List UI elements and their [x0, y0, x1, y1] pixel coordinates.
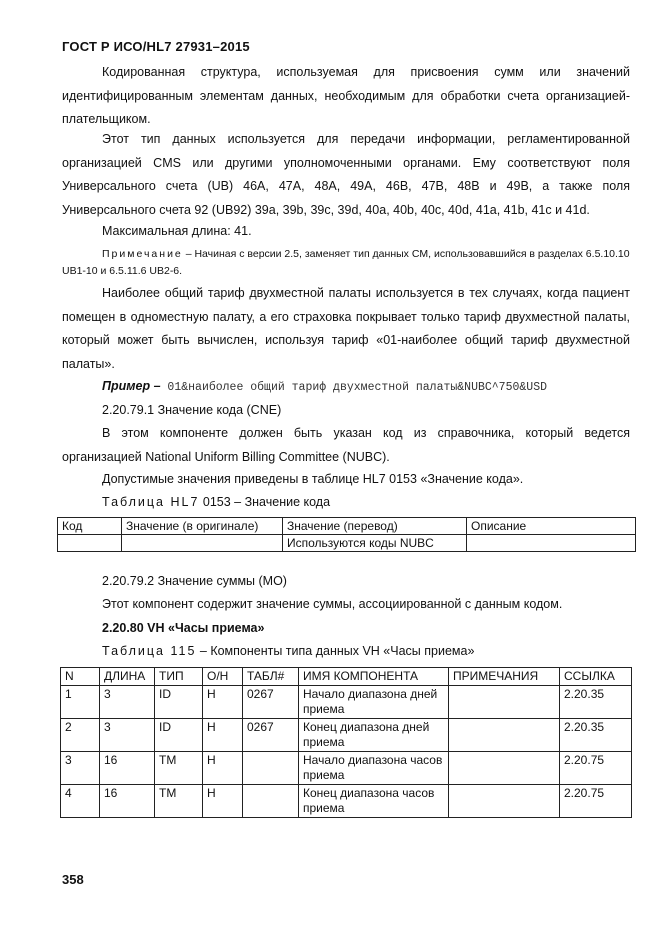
- column-header: ДЛИНА: [100, 668, 155, 686]
- table-cell: Начало диапазона часов приема: [299, 752, 449, 785]
- note-label: Примечание: [102, 248, 183, 260]
- table-cell: TM: [155, 785, 203, 818]
- table-cell: 3: [100, 719, 155, 752]
- note-text: – Начиная с версии 2.5, заменяет тип данных CM, использовавшийся в разделах 6.5.10.10 UB1-10 и 6.5.11.6 UB2-6.: [62, 248, 630, 277]
- section-title-code-value: 2.20.79.1 Значение кода (CNE): [102, 403, 282, 417]
- table-cell: 3: [61, 752, 100, 785]
- table-cell: Н: [203, 686, 243, 719]
- paragraph-max-length: Максимальная длина: 41.: [102, 224, 252, 238]
- table2-caption: [62, 640, 630, 664]
- paragraph-coded-structure: Кодированная структура, используемая для присвоения сумм или значений идентифицированным элементам данных, необходимым для обработки счета организацией-плательщиком.: [62, 65, 630, 126]
- column-header: ПРИМЕЧАНИЯ: [449, 668, 560, 686]
- table-cell: [122, 535, 283, 552]
- table-row: [58, 535, 636, 552]
- table-cell: Начало диапазона дней приема: [299, 686, 449, 719]
- table-row: [61, 752, 632, 785]
- table-cell: ID: [155, 686, 203, 719]
- table-header-row: [61, 668, 632, 686]
- table-cell: Конец диапазона часов приема: [299, 785, 449, 818]
- table-row: [61, 686, 632, 719]
- example-value: 01&наиболее общий тариф двухместной палаты&NUBC^750&USD: [160, 381, 547, 394]
- table-cell: [449, 686, 560, 719]
- table-cell: 1: [61, 686, 100, 719]
- table1-caption-title: 0153 – Значение кода: [199, 495, 331, 509]
- table-cell: Используются коды NUBC: [283, 535, 467, 552]
- page-number: 358: [62, 872, 84, 887]
- table-cell: [243, 752, 299, 785]
- paragraph-tariff: Наиболее общий тариф двухместной палаты используется в тех случаях, когда пациент помещен в одноместную палату, а его страховка покрывает только тариф двухместной палаты, который может быть вычислен, используя тариф «01-наиболее общий тариф двухместной палаты».: [62, 286, 630, 371]
- table-cell: [449, 752, 560, 785]
- table-cell: ID: [155, 719, 203, 752]
- table-cell: 16: [100, 752, 155, 785]
- table-vh-components: [60, 667, 632, 818]
- running-header: ГОСТ Р ИСО/HL7 27931–2015: [62, 39, 250, 54]
- table-row: [61, 719, 632, 752]
- table-cell: [467, 535, 636, 552]
- table-cell: [243, 785, 299, 818]
- paragraph-nubc-code: В этом компоненте должен быть указан код из справочника, который ведется организацией National Uniform Billing Committee (NUBC).: [62, 426, 630, 464]
- table-cell: 2.20.75: [560, 752, 632, 785]
- table-cell: 16: [100, 785, 155, 818]
- table-header-row: [58, 518, 636, 535]
- column-header: ТАБЛ#: [243, 668, 299, 686]
- column-header: ССЫЛКА: [560, 668, 632, 686]
- column-header: ТИП: [155, 668, 203, 686]
- paragraph-amount: Этот компонент содержит значение суммы, ассоциированной с данным кодом.: [102, 597, 563, 611]
- column-header: ИМЯ КОМПОНЕНТА: [299, 668, 449, 686]
- table-cell: 3: [100, 686, 155, 719]
- table2-caption-label: Таблица 115: [102, 644, 197, 658]
- paragraph-data-type-usage: Этот тип данных используется для передачи информации, регламентированной организацией CMS или другими уполномоченными органами. Ему соответствуют поля Универсального счета (UB) 46A, 47A, 48A, 49A, 46B, 47B, 48B и 49B, а также поля Универсального счета 92 (UB92) 39a, 39b, 39c, 39d, 40a, 40b, 40c, 40d, 41a, 41b, 41c и 41d.: [62, 132, 630, 217]
- table-cell: 0267: [243, 686, 299, 719]
- note: [62, 246, 630, 280]
- section-title-vh: 2.20.80 VH «Часы приема»: [102, 621, 265, 635]
- column-header: Значение (в оригинале): [122, 518, 283, 535]
- table-cell: Н: [203, 719, 243, 752]
- table-cell: [449, 785, 560, 818]
- table-hl7-0153: [57, 517, 636, 552]
- table-cell: 2.20.35: [560, 719, 632, 752]
- column-header: Код: [58, 518, 122, 535]
- example-label: Пример –: [102, 379, 161, 393]
- table-cell: 4: [61, 785, 100, 818]
- table-cell: TM: [155, 752, 203, 785]
- table-cell: Конец диапазона дней приема: [299, 719, 449, 752]
- table-cell: Н: [203, 752, 243, 785]
- column-header: Значение (перевод): [283, 518, 467, 535]
- column-header: N: [61, 668, 100, 686]
- table-cell: 0267: [243, 719, 299, 752]
- table1-caption: [62, 491, 630, 515]
- section-title-amount-value: 2.20.79.2 Значение суммы (MO): [102, 574, 287, 588]
- table-cell: [449, 719, 560, 752]
- paragraph-allowed-values: Допустимые значения приведены в таблице HL7 0153 «Значение кода».: [102, 472, 524, 486]
- column-header: О/Н: [203, 668, 243, 686]
- table-cell: 2: [61, 719, 100, 752]
- example-line: [62, 375, 630, 400]
- table-row: [61, 785, 632, 818]
- table-cell: [58, 535, 122, 552]
- table-cell: 2.20.75: [560, 785, 632, 818]
- table2-caption-title: – Компоненты типа данных VH «Часы приема»: [196, 644, 475, 658]
- column-header: Описание: [467, 518, 636, 535]
- table-cell: Н: [203, 785, 243, 818]
- table-cell: 2.20.35: [560, 686, 632, 719]
- table1-caption-label: Таблица HL7: [102, 495, 200, 509]
